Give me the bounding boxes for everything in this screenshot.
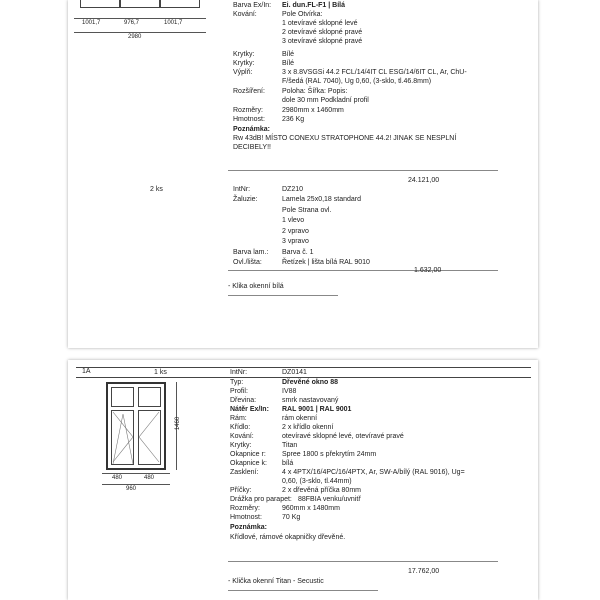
item-quantity: 2 ks [150,186,163,193]
accessory-line: - Klika okenní bílá [228,283,284,290]
spec-label: Hmotnost: [230,514,262,521]
note-label: Poznámka: [233,126,270,133]
spec-value: Pole Otvírka: [282,11,323,18]
spec-label: Kování: [233,11,257,18]
spec-label: Zasklení: [230,469,259,476]
spec-value: bílá [282,460,294,467]
separator [228,295,338,296]
spec-label: Krytky: [233,51,255,58]
spec-label: Barva Ex/In: [233,2,272,9]
spec-value: otevíravé sklopné levé, otevíravé pravé [282,433,404,440]
spec-label: IntNr: [230,369,248,376]
item-price: 24.121,00 [408,177,440,184]
document-page-2 [68,360,538,600]
spec-value: DZ0141 [282,369,307,376]
note-text: DECIBELY!! [233,144,271,151]
spec-value: 960mm x 1480mm [282,505,340,512]
spec-value: Titan [282,442,298,449]
spec-value: 88FBIA venku/uvnitř [298,496,361,503]
spec-label: Drážka pro parapet: [230,496,292,503]
spec-value: 2980mm x 1460mm [282,107,344,114]
spec-label: Kování: [230,433,254,440]
note-text: Rw 43dB! MÍSTO CONEXU STRATOPHONE 44.2! JINAK SE NESPLNÍ [233,135,457,142]
dimension-line-parts [102,473,170,474]
spec-value: RAL 9001 | RAL 9001 [282,406,352,413]
dim-total: 960 [126,486,137,492]
document-page-1 [68,0,538,348]
spec-label: Křídlo: [230,424,251,431]
spec-value: Barva č. 1 [282,249,314,256]
spec-label: Okapnice k: [230,460,267,467]
spec-label: Krytky: [233,60,255,67]
spec-value: DZ210 [282,186,304,193]
spec-label: Barva lam.: [233,249,269,256]
spec-value: 4 x 4PTX/16/4PC/16/4PTX, Ar, SW-A/bílý (RAL 9016), Ug= [282,469,465,476]
spec-label: Typ: [230,379,244,386]
spec-label: Okapnice r: [230,451,266,458]
spec-value: rám okenní [282,415,318,422]
spec-label: Ovl./lišta: [233,259,262,266]
spec-value: 2 x křídlo okenní [282,424,334,431]
opening-lines-icon [106,382,168,472]
spec-label: Rám: [230,415,247,422]
spec-value: F/šedá (RAL 7040), Ug 0,60, (3-sklo, tl.46.8mm) [282,78,432,85]
spec-label: Rozšíření: [233,88,265,95]
spec-value: 2 vpravo [282,228,309,235]
spec-value: Řetízek | lišta bílá RAL 9010 [282,259,370,266]
dimension-line-total [74,32,206,33]
spec-label: Výplň: [233,69,253,76]
spec-value: 1 vlevo [282,217,305,224]
spec-value: 0,60, (3-sklo, tl.44mm) [282,478,352,485]
separator [228,170,498,171]
window-pane-1 [80,0,120,8]
spec-value: 236 Kg [282,116,305,123]
dim-height: 1460 [175,416,182,431]
dimension-line-parts [74,18,206,19]
spec-value: 3 vpravo [282,238,309,245]
separator [228,561,498,562]
position-number: 1A [82,368,91,375]
dim-w2: 976,7 [124,20,140,26]
note-label: Poznámka: [230,524,267,531]
dim-w2: 480 [144,475,155,481]
spec-label: Profil: [230,388,248,395]
spec-label: Dřevina: [230,397,257,404]
separator [228,270,498,271]
spec-label: Žaluzie: [233,196,258,203]
row-top-line [76,367,531,368]
window-pane-3 [160,0,200,8]
spec-value: 2 x dřevěná příčka 80mm [282,487,361,494]
dim-w1: 480 [112,475,123,481]
spec-value: Spree 1800 s překrytím 24mm [282,451,377,458]
note-text: Křídlové, rámové okapničky dřevěné. [230,534,346,541]
spec-value: 3 otevíravé sklopné pravé [282,38,363,45]
spec-value: Dřevěné okno 88 [282,379,339,386]
spec-label: Krytky: [230,442,252,449]
spec-value: Lamela 25x0,18 standard [282,196,361,203]
spec-label: Nátěr Ex/In: [230,406,269,413]
item-price: 1.632,00 [414,267,442,274]
spec-value: smrk nastavovaný [282,397,339,404]
dim-w1: 1001,7 [82,20,101,26]
spec-value: Poloha: Šířka: Popis: [282,88,348,95]
spec-value: 3 x 8.8VSGSi 44.2 FCL/14/4IT CL ESG/14/6IT CL, Ar, ChU- [282,69,467,76]
spec-label: Rozměry: [233,107,263,114]
spec-value: Bílé [282,60,295,67]
dimension-line-total [102,484,170,485]
dim-w3: 1001,7 [164,20,183,26]
spec-value: 70 Kg [282,514,301,521]
spec-value: dole 30 mm Podkladní profil [282,97,369,104]
spec-value: Ei. dun.FL-F1 | Bílá [282,2,346,9]
spec-value: 1 otevíravé sklopné levé [282,20,358,27]
spec-label: IntNr: [233,186,251,193]
accessory-line: - Klička okenní Titan - Secustic [228,578,324,585]
dim-total: 2980 [128,34,142,40]
spec-label: Hmotnost: [233,116,265,123]
spec-value: 2 otevíravé sklopné pravé [282,29,363,36]
separator [228,590,378,591]
spec-label: Příčky: [230,487,252,494]
spec-value: Bílé [282,51,295,58]
spec-value: IV88 [282,388,297,395]
item-quantity: 1 ks [154,369,167,376]
spec-value: Pole Strana ovl. [282,207,332,214]
spec-label: Rozměry: [230,505,260,512]
row-bottom-line [76,377,531,378]
item-price: 17.762,00 [408,568,440,575]
window-pane-2 [120,0,160,8]
